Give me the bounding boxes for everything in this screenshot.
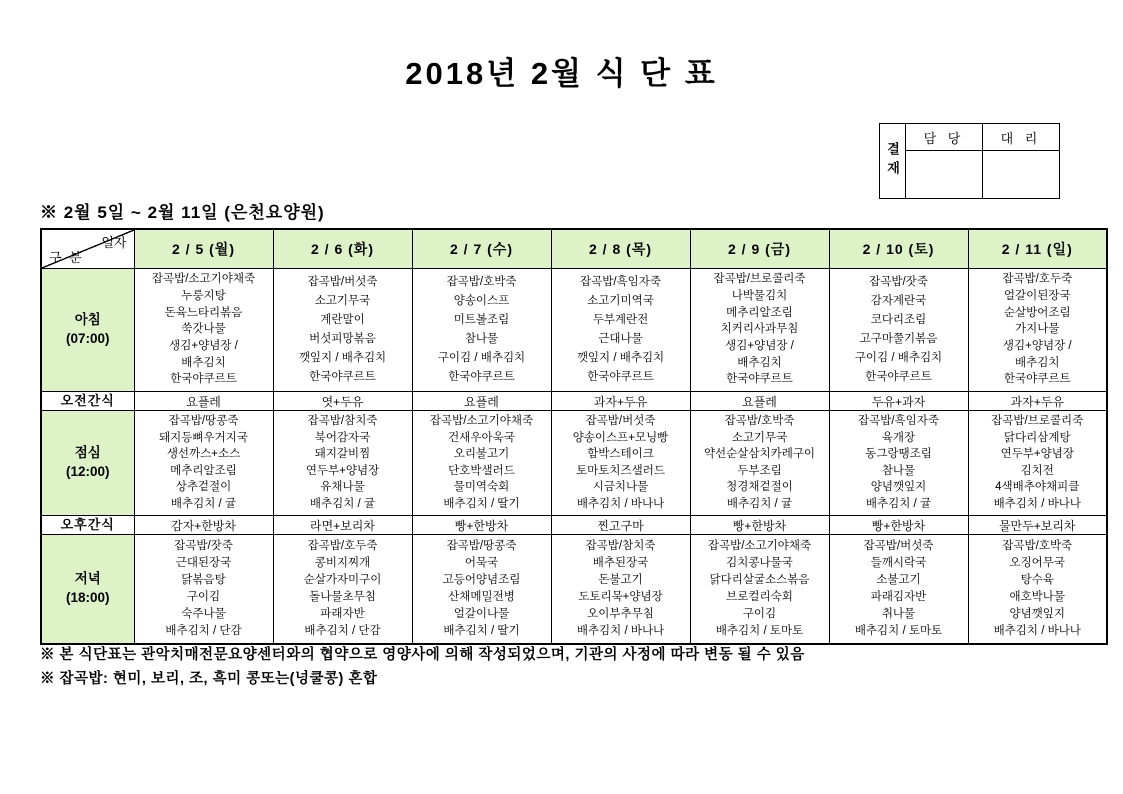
menu-item: 파래김자반 (870, 591, 927, 604)
menu-item: 닭볶음탕 (181, 574, 226, 587)
afternoon-snack-day-5: 빵+한방차 (829, 516, 968, 535)
afternoon-snack-day-2: 빵+한방차 (412, 516, 551, 535)
menu-item: 잡곡밥/호박죽 (1002, 539, 1073, 552)
day-header-5: 2 / 10 (토) (829, 229, 968, 269)
menu-item: 메추리알조림 (726, 306, 793, 319)
afternoon-snack-day-6: 물만두+보리차 (968, 516, 1107, 535)
afternoon-snack-day-3: 찐고구마 (551, 516, 690, 535)
morning-snack-day-2: 요플레 (412, 392, 551, 411)
menu-item: 배추김치 / 단감 (165, 625, 242, 638)
menu-item: 도토리묵+양념장 (578, 591, 663, 604)
menu-item: 잡곡밥/호박죽 (446, 275, 517, 288)
menu-item: 배추김치 / 귤 (309, 497, 376, 510)
menu-item: 감자계란국 (870, 294, 927, 307)
page-title: 2018년 2월 식 단 표 (405, 56, 718, 91)
menu-item: 유채나물 (320, 481, 365, 494)
menu-item: 숙주나물 (181, 608, 226, 621)
lunch-day-1 (273, 411, 412, 516)
menu-item: 잡곡밥/소고기야채죽 (151, 273, 256, 286)
menu-item: 배추김치 / 바나나 (993, 625, 1081, 638)
menu-item: 구이김 (186, 591, 221, 604)
menu-item: 배추김치 / 귤 (865, 497, 932, 510)
dinner-day-3 (551, 535, 690, 645)
menu-item: 근대된장국 (175, 557, 232, 569)
approval-sign-cell-daeri (983, 151, 1060, 199)
menu-item: 배추김치 / 바나나 (993, 497, 1081, 510)
menu-item: 산채메밀전병 (448, 591, 515, 604)
approval-corner-label: 결재 (880, 124, 906, 199)
menu-item: 연두부+양념장 (1000, 448, 1074, 461)
day-header-2: 2 / 7 (수) (412, 229, 551, 269)
menu-item: 생선까스+소스 (166, 448, 241, 461)
afternoon-snack-day-4: 빵+한방차 (690, 516, 829, 535)
menu-item: 구이김 / 배추김치 (854, 351, 943, 364)
menu-item: 생김+양념장 / (169, 339, 238, 352)
menu-item: 잡곡밥/호박죽 (724, 415, 795, 428)
menu-item: 잡곡밥/버섯죽 (585, 415, 656, 428)
menu-item: 오리불고기 (453, 448, 510, 461)
menu-item: 근대나물 (598, 332, 643, 345)
menu-table (40, 228, 1108, 645)
menu-item: 배추김치 / 귤 (170, 497, 237, 510)
menu-item: 잡곡밥/버섯죽 (307, 275, 378, 288)
menu-item: 육개장 (881, 431, 916, 444)
menu-item: 닭다리살굴소스볶음 (709, 574, 810, 587)
dinner-day-0 (134, 535, 273, 645)
menu-item: 잡곡밥/흑임자죽 (858, 415, 939, 428)
menu-item: 한국야쿠르트 (448, 370, 515, 383)
section-label-breakfast: 아침 (07:00) (41, 269, 134, 392)
menu-item: 배추김치 / 토마토 (715, 625, 804, 638)
lunch-day-0 (134, 411, 273, 516)
day-header-1: 2 / 6 (화) (273, 229, 412, 269)
menu-item: 단호박샐러드 (448, 464, 515, 477)
corner-label-date: 일자 (101, 235, 127, 250)
approval-sign-cell-damdang (906, 151, 983, 199)
menu-item: 구이김 (742, 608, 777, 621)
menu-item: 쑥갓나물 (181, 323, 226, 336)
menu-item: 한국야쿠르트 (587, 370, 654, 383)
week-range-subtitle: ※ 2월 5일 ~ 2월 11일 (은천요양원) (40, 203, 325, 222)
menu-item: 돌나물초무침 (309, 591, 376, 604)
menu-item: 시금치나물 (592, 481, 649, 494)
day-header-0: 2 / 5 (월) (134, 229, 273, 269)
menu-item: 소고기미역국 (587, 294, 654, 307)
menu-item: 한국야쿠르트 (726, 373, 793, 386)
menu-item: 건새우아욱국 (448, 431, 515, 444)
lunch-day-3 (551, 411, 690, 516)
footnote-1: ※ 본 식단표는 관악치매전문요양센터와의 협약으로 영양사에 의해 작성되었으며, 기관의 사정에 따라 변동 될 수 있음 (40, 647, 805, 663)
row-afternoon-snack (41, 516, 1107, 535)
menu-item: 양송이스프+모닝빵 (572, 431, 669, 444)
menu-item: 동그랑땡조림 (865, 448, 932, 461)
menu-item: 김치전 (1020, 464, 1054, 477)
menu-item: 두부조림 (737, 464, 782, 477)
menu-item: 소고기무국 (314, 294, 371, 307)
menu-item: 애호박나물 (1009, 591, 1066, 604)
breakfast-day-4 (690, 269, 829, 392)
menu-item: 배추김치 / 딸기 (443, 625, 520, 638)
menu-item: 배추김치 / 토마토 (854, 625, 943, 638)
menu-item: 상추겉절이 (175, 481, 232, 494)
menu-item: 두부계란전 (592, 313, 649, 326)
menu-item: 나박물김치 (731, 289, 788, 302)
breakfast-day-1 (273, 269, 412, 392)
menu-item: 토마토치즈샐러드 (576, 464, 665, 477)
menu-item: 돈육느타리볶음 (164, 306, 243, 319)
menu-item: 깻잎지 / 배추김치 (576, 351, 665, 364)
day-header-3: 2 / 8 (목) (551, 229, 690, 269)
breakfast-day-0 (134, 269, 273, 392)
menu-item: 소불고기 (876, 574, 921, 587)
menu-item: 잡곡밥/땅콩죽 (168, 415, 239, 428)
menu-item: 돼지갈비찜 (314, 448, 371, 461)
menu-item: 취나물 (881, 608, 916, 621)
menu-item: 누룽지탕 (181, 289, 226, 302)
menu-item: 잡곡밥/땅콩죽 (446, 539, 517, 552)
row-dinner (41, 535, 1107, 645)
menu-item: 배추김치 / 귤 (726, 497, 793, 510)
menu-item: 함박스테이크 (587, 448, 654, 461)
menu-item: 메추리알조림 (170, 464, 237, 477)
afternoon-snack-day-0: 감자+한방차 (134, 516, 273, 535)
menu-item: 닭다리삼계탕 (1003, 431, 1071, 444)
menu-item: 생김+양념장 / (1002, 339, 1072, 352)
lunch-day-4 (690, 411, 829, 516)
row-breakfast (41, 269, 1107, 392)
menu-item: 한국야쿠르트 (170, 373, 237, 386)
menu-item: 배추김치 / 딸기 (443, 497, 520, 510)
menu-item: 잡곡밥/참치죽 (585, 539, 656, 552)
menu-item: 참나물 (464, 332, 499, 345)
breakfast-day-5 (829, 269, 968, 392)
menu-item: 청경채겉절이 (726, 481, 793, 494)
day-header-6: 2 / 11 (일) (968, 229, 1107, 269)
menu-item: 양념깻잎지 (870, 481, 927, 494)
footnotes (40, 643, 805, 691)
menu-item: 미트볼조림 (453, 313, 510, 326)
dinner-day-5 (829, 535, 968, 645)
section-label-dinner: 저녁 (18:00) (41, 535, 134, 645)
menu-item: 배추김치 / 바나나 (576, 625, 665, 638)
approval-box (879, 123, 1060, 199)
menu-item: 가지나물 (1015, 323, 1060, 336)
menu-item: 탕수육 (1020, 574, 1054, 587)
breakfast-day-3 (551, 269, 690, 392)
menu-item: 어묵국 (464, 557, 499, 569)
menu-item: 배추김치 (181, 356, 226, 369)
menu-item: 양념깻잎지 (1009, 608, 1066, 621)
menu-item: 고등어양념조림 (442, 574, 521, 587)
menu-item: 잡곡밥/호두죽 (307, 539, 378, 552)
footnote-2: ※ 잡곡밥: 현미, 보리, 조, 흑미 콩또는(넝쿨콩) 혼합 (40, 671, 378, 687)
menu-item: 잡곡밥/소고기야채죽 (707, 539, 812, 552)
menu-item: 4색배추야채피클 (995, 481, 1080, 494)
menu-item: 약선순살삼치카레구이 (703, 448, 816, 461)
menu-item: 잡곡밥/버섯죽 (863, 539, 934, 552)
menu-item: 한국야쿠르트 (309, 370, 376, 383)
menu-item: 브로컬리숙회 (726, 591, 793, 604)
afternoon-snack-day-1: 라면+보리차 (273, 516, 412, 535)
menu-item: 배추김치 (737, 356, 782, 369)
menu-item: 얼갈이나물 (453, 608, 510, 621)
menu-item: 잡곡밥/잣죽 (174, 539, 233, 552)
menu-item: 콩비지찌개 (314, 557, 371, 569)
menu-item: 계란말이 (320, 313, 365, 326)
menu-item: 잡곡밥/참치죽 (307, 415, 378, 428)
corner-label-category: 구 분 (49, 250, 84, 265)
menu-item: 잡곡밥/브로콜리죽 (991, 415, 1084, 428)
menu-item: 돈불고기 (598, 574, 643, 587)
menu-item: 잡곡밥/흑임자죽 (580, 275, 661, 288)
lunch-day-6 (968, 411, 1107, 516)
approval-col-daeri: 대 리 (983, 124, 1060, 151)
section-label-morning-snack: 오전간식 (41, 392, 134, 411)
header-row (41, 229, 1107, 269)
approval-col-damdang: 담 당 (906, 124, 983, 151)
menu-item: 고구마쭐기볶음 (859, 332, 938, 345)
section-label-lunch: 점심 (12:00) (41, 411, 134, 516)
menu-item: 김치콩나물국 (726, 557, 793, 569)
menu-item: 버섯피망볶음 (309, 332, 376, 345)
menu-item: 한국야쿠르트 (1003, 373, 1071, 386)
corner-header-cell (41, 229, 134, 269)
morning-snack-day-3: 과자+두유 (551, 392, 690, 411)
menu-item: 구이김 / 배추김치 (437, 351, 526, 364)
menu-item: 양송이스프 (453, 294, 510, 307)
dinner-day-1 (273, 535, 412, 645)
breakfast-day-2 (412, 269, 551, 392)
menu-item: 파래자반 (320, 608, 365, 621)
menu-item: 돼지등뼈우거지국 (159, 431, 248, 444)
menu-item: 연두부+양념장 (305, 464, 380, 477)
menu-item: 오징어무국 (1009, 557, 1066, 569)
dinner-day-6 (968, 535, 1107, 645)
day-header-4: 2 / 9 (금) (690, 229, 829, 269)
morning-snack-day-0: 요플레 (134, 392, 273, 411)
morning-snack-day-4: 요플레 (690, 392, 829, 411)
menu-item: 코다리조림 (870, 313, 927, 326)
menu-item: 소고기무국 (731, 431, 788, 444)
lunch-day-2 (412, 411, 551, 516)
menu-item: 순살가자미구이 (303, 574, 382, 587)
dinner-day-4 (690, 535, 829, 645)
morning-snack-day-1: 엿+두유 (273, 392, 412, 411)
morning-snack-day-6: 과자+두유 (968, 392, 1107, 411)
breakfast-day-6 (968, 269, 1107, 392)
menu-item: 한국야쿠르트 (865, 370, 932, 383)
menu-item: 잡곡밥/호두죽 (1002, 273, 1073, 286)
menu-item: 잡곡밥/브로콜리죽 (713, 273, 806, 286)
menu-item: 얼갈이된장국 (1003, 289, 1071, 302)
menu-item: 깻잎지 / 배추김치 (298, 351, 387, 364)
section-label-afternoon-snack: 오후간식 (41, 516, 134, 535)
menu-item: 잡곡밥/소고기야채죽 (429, 415, 534, 428)
dinner-day-2 (412, 535, 551, 645)
menu-item: 들깨시락국 (870, 557, 927, 569)
menu-item: 잡곡밥/잣죽 (869, 275, 928, 288)
menu-table-body (41, 229, 1107, 644)
menu-item: 오이부추무침 (587, 608, 654, 621)
row-morning-snack (41, 392, 1107, 411)
morning-snack-day-5: 두유+과자 (829, 392, 968, 411)
menu-item: 참나물 (881, 464, 916, 477)
menu-item: 북어감자국 (314, 431, 371, 444)
menu-item: 배추김치 / 바나나 (576, 497, 665, 510)
menu-item: 배추김치 (1015, 356, 1060, 369)
lunch-day-5 (829, 411, 968, 516)
menu-item: 생김+양념장 / (725, 339, 794, 352)
menu-item: 배추김치 / 단감 (304, 625, 381, 638)
menu-item: 배추된장국 (592, 557, 649, 569)
menu-item: 순살방어조림 (1003, 306, 1071, 319)
row-lunch (41, 411, 1107, 516)
menu-item: 치커리사과무침 (720, 323, 799, 336)
menu-item: 물미역숙회 (453, 481, 510, 494)
